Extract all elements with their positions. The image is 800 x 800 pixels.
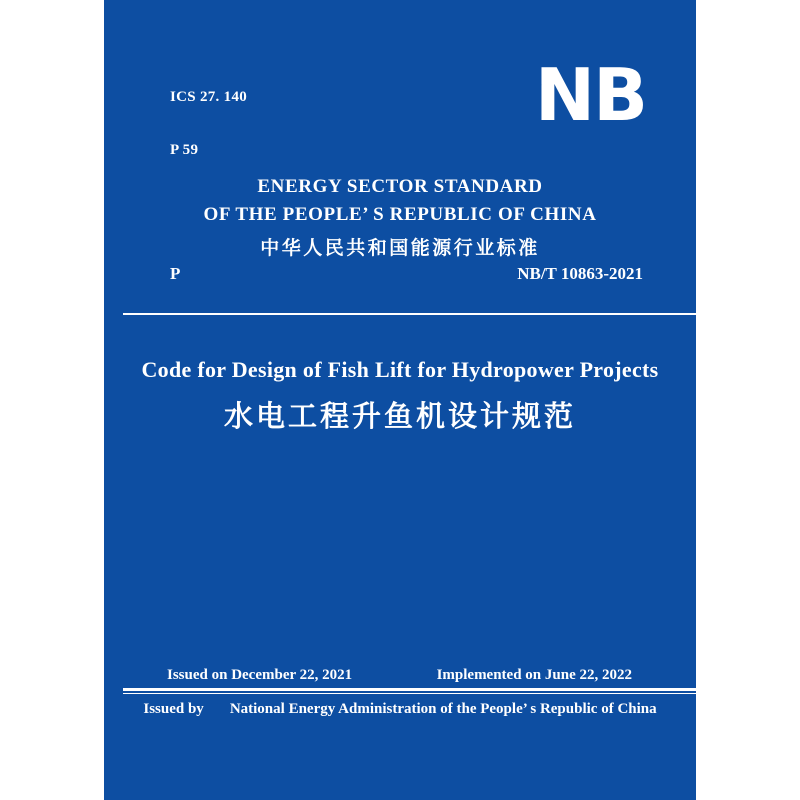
doc-class: P (170, 264, 181, 283)
ics-classification-block (170, 84, 247, 163)
horizontal-rule-double (123, 688, 696, 694)
standard-name-en-line2: OF THE PEOPLE’ S REPUBLIC OF CHINA (203, 204, 597, 225)
blue-cover-panel (104, 0, 696, 800)
standard-name-en-line1: ENERGY SECTOR STANDARD (257, 176, 543, 197)
doc-number: NB/T 10863-2021 (517, 264, 643, 283)
issued-date: Issued on December 22, 2021 (167, 667, 353, 683)
title-english: Code for Design of Fish Lift for Hydropower Projects (141, 357, 659, 382)
issuer-row (104, 701, 696, 718)
dates-row (167, 667, 632, 684)
title-chinese: 水电工程升鱼机设计规范 (223, 401, 576, 433)
issuer-name: National Energy Administration of the People’ s Republic of China (229, 701, 657, 717)
classification-code: P 59 (170, 141, 199, 158)
nb-logo: NB (534, 53, 646, 137)
issued-by-label: Issued by (143, 701, 204, 717)
standard-name-cn: 中华人民共和国能源行业标准 (260, 237, 540, 259)
ics-code: ICS 27. 140 (170, 89, 248, 105)
implemented-date: Implemented on June 22, 2022 (436, 667, 632, 683)
horizontal-rule-top (123, 313, 696, 315)
designation-row (170, 264, 643, 284)
